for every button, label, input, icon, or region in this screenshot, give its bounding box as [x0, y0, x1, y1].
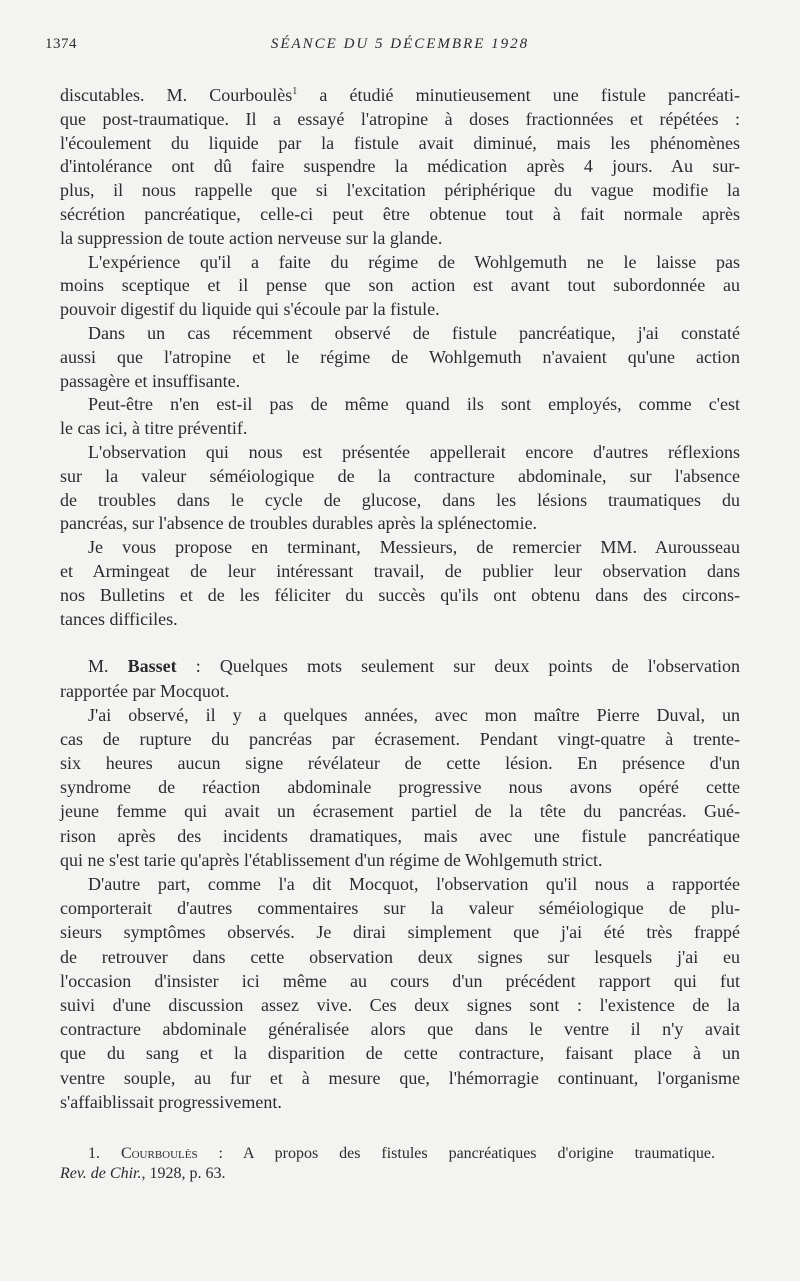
text-line: comporterait d'autres commentaires sur la valeur séméiologique de plu- [60, 898, 740, 919]
text-line [60, 654, 740, 678]
text-line: D'autre part, comme l'a dit Mocquot, l'observation qu'il nous a rapportée [88, 874, 740, 895]
text-line: L'expérience qu'il a faite du régime de Wohlgemuth ne le laisse pas [88, 251, 740, 272]
text-segment: , 1928, p. 63. [141, 1165, 226, 1182]
text-line: de retrouver dans cette observation deux signes sur lesquels j'ai eu [60, 946, 740, 967]
text-line: J'ai observé, il y a quelques années, avec mon maître Pierre Duval, un [88, 704, 740, 725]
text-line: l'écoulement du liquide par la fistule avait diminué, mais les phénomènes [60, 132, 740, 153]
text-segment: 1. [88, 1145, 121, 1162]
text-line: Peut-être n'en est-il pas de même quand ils sont employés, comme c'est [88, 394, 740, 415]
text-segment: a étudié minutieusement une fistule pancréati- [297, 85, 740, 105]
text-line [60, 1164, 715, 1184]
text-line: L'observation qui nous est présentée appellerait encore d'autres réflexions [88, 441, 740, 462]
paragraph [60, 536, 740, 631]
paragraph [60, 393, 740, 441]
text-line: ventre souple, au fur et à mesure que, l'hémorragie continuant, l'organisme [60, 1067, 740, 1088]
footnote [60, 1144, 715, 1184]
paragraph [60, 872, 740, 1114]
text-line: six heures aucun signe révélateur de cette lésion. En présence d'un [60, 753, 740, 774]
text-line: la suppression de toute action nerveuse sur la glande. [60, 227, 443, 248]
text-line: d'intolérance ont dû faire suspendre la médication après 4 jours. Au sur- [60, 156, 740, 177]
paragraph [60, 322, 740, 393]
text-line: plus, il nous rappelle que si l'excitation périphérique du vague modifie la [60, 180, 740, 201]
text-line: jeune femme qui avait un écrasement partiel de la tête du pancréas. Gué- [60, 801, 740, 822]
basset-discussion-section [60, 654, 740, 1114]
text-segment: Courboulès [120, 1145, 198, 1162]
footnote-marker: 1 [292, 86, 298, 97]
paragraph [60, 84, 740, 251]
text-line: moins sceptique et il pense que son action est avant tout subordonnée au [60, 275, 740, 296]
section-gap [60, 631, 740, 654]
text-line: syndrome de réaction abdominale progressive nous avons opéré cette [60, 777, 740, 798]
text-line: cas de rupture du pancréas par écrasement. Pendant vingt-quatre à trente- [60, 728, 740, 749]
text-line: pancréas, sur l'absence de troubles durables après la splénectomie. [60, 513, 538, 534]
text-line: sécrétion pancréatique, celle-ci peut être obtenue tout à fait normale après [60, 203, 740, 224]
text-line: s'affaiblissait progressivement. [60, 1091, 282, 1112]
text-line: rapportée par Mocquot. [60, 680, 230, 701]
text-line: le cas ici, à titre préventif. [60, 418, 248, 439]
text-line: nos Bulletins et de les féliciter du succès qu'ils ont obtenu dans des circons- [60, 584, 740, 605]
body-text [60, 84, 740, 1114]
text-line: que post-traumatique. Il a essayé l'atropine à doses fractionnées et répétées : [60, 108, 740, 129]
text-line: qui ne s'est tarie qu'après l'établissement d'un régime de Wohlgemuth strict. [60, 849, 603, 870]
text-line: et Armingeat de leur intéressant travail, de publier leur observation dans [60, 560, 740, 581]
text-line: que du sang et la disparition de cette contracture, faisant place à un [60, 1043, 740, 1064]
text-line: sieurs symptômes observés. Je dirai simplement que j'ai été très frappé [60, 922, 740, 943]
text-line: l'occasion d'insister ici même au cours d'un précédent rapport qui fut [60, 970, 740, 991]
text-line: contracture abdominale généralisée alors que dans le ventre il n'y avait [60, 1019, 740, 1040]
text-line: suivi d'une discussion assez vive. Ces deux signes sont : l'existence de la [60, 994, 740, 1015]
running-head: SÉANCE DU 5 DÉCEMBRE 1928 [270, 36, 530, 52]
text-segment: Rev. de Chir. [60, 1165, 142, 1182]
paragraph [60, 441, 740, 536]
paragraph [60, 654, 740, 702]
text-line: Je vous propose en terminant, Messieurs, de remercier MM. Aurousseau [88, 537, 740, 558]
text-line: pouvoir digestif du liquide qui s'écoule par la fistule. [60, 299, 440, 320]
text-segment: : Quelques mots seulement sur deux points de l'observation [176, 656, 740, 677]
text-line [60, 84, 740, 108]
text-line [60, 1144, 715, 1164]
text-line: rison après des incidents dramatiques, mais avec une fistule pancréatique [60, 825, 740, 846]
text-segment: : A propos des fistules pancréatiques d'origine traumatique. [197, 1145, 716, 1162]
text-line: tances difficiles. [60, 608, 178, 629]
paragraph [60, 703, 740, 872]
paragraph [60, 251, 740, 322]
text-segment: M. [88, 656, 128, 677]
report-conclusion-section [60, 84, 740, 631]
text-line: de troubles dans le cycle de glucose, dans les lésions traumatiques du [60, 489, 740, 510]
text-line: sur la valeur séméiologique de la contracture abdominale, sur l'absence [60, 465, 740, 486]
page-number: 1374 [45, 36, 77, 52]
text-line: aussi que l'atropine et le régime de Wohlgemuth n'avaient qu'une action [60, 346, 740, 367]
speaker-name: Basset [127, 656, 177, 677]
text-line: passagère et insuffisante. [60, 370, 241, 391]
text-segment: discutables. M. Courboulès [60, 85, 293, 105]
text-line: Dans un cas récemment observé de fistule pancréatique, j'ai constaté [88, 322, 740, 343]
